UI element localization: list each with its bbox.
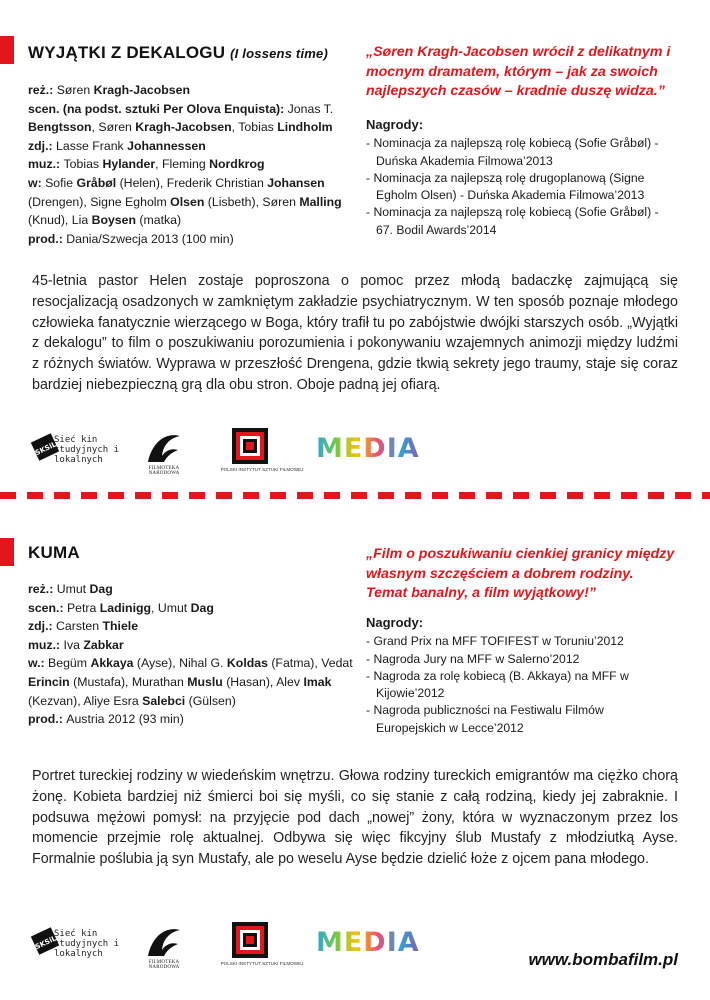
credit-line (28, 100, 368, 137)
credit-line (28, 654, 368, 710)
credit-line (28, 599, 368, 618)
credit-text: Sofie (45, 175, 77, 190)
credit-text: (Drengen), Signe Egholm (28, 194, 171, 209)
filmoteka-text: FILMOTEKA NARODOWA (148, 466, 180, 476)
siec-kin-text: Sieć kin studyjnych i lokalnych (54, 435, 120, 465)
credit-line (28, 174, 368, 230)
review-quote: „Film o poszukiwaniu cienkiej granicy między własnym szczęściem a dobrem rodziny. Temat banalny, a film wyjątkowy!” (366, 546, 675, 601)
credit-bold: Salebci (142, 693, 186, 708)
credit-text: (matka) (136, 213, 182, 228)
credit-text: Iva (63, 637, 84, 652)
film-credits (28, 81, 368, 248)
credit-bold: muz.: (28, 157, 64, 172)
credit-text: , Umut (151, 600, 191, 615)
credit-bold: Dag (89, 582, 113, 596)
credit-text: (Fatma), Vedat (267, 656, 353, 671)
credit-line (28, 155, 368, 174)
credit-bold: w.: (28, 656, 49, 671)
award-item: - Nominacja za najlepszą rolę kobiecą (Sofie Gråbøl) - Duńska Akademia Filmowa’2013 (366, 136, 659, 168)
credit-text: (Hasan), Alev (222, 674, 304, 689)
award-item: - Nominacja za najlepszą rolę kobiecą (Sofie Gråbøl) - 67. Bodil Awards’2014 (366, 205, 659, 237)
film-title-text: WYJĄTKI Z DEKALOGU (28, 43, 226, 62)
credit-bold: Nordkrog (209, 157, 265, 172)
credit-bold: Olsen (170, 194, 205, 209)
credit-text: Carsten (56, 619, 103, 634)
credit-text: (Lisbeth), Søren (204, 194, 300, 209)
credit-bold: Gråbøl (76, 175, 117, 190)
credit-text: (Gülsen) (185, 693, 236, 708)
credit-line (28, 580, 368, 599)
credit-bold: muz.: (28, 637, 64, 652)
credit-text: (Kezvan), Aliye Esra (28, 693, 143, 708)
award-item: - Nominacja za najlepszą rolę drugoplanową (Signe Egholm Olsen) - Duńska Akademia Filmowa’2013 (366, 170, 645, 203)
credit-line (28, 617, 368, 636)
credit-text: Tobias (63, 157, 103, 172)
credit-text: , Tobias (231, 120, 278, 135)
film-synopsis: Portret tureckiej rodziny w wiedeńskim wnętrzu. Głowa rodziny tureckich emigrantów ma ciężko chorą żonę. Kobieta bardziej niż śmierci boi się myśli, co się stanie z całą rodziną, kiedy jej zabraknie. I podsuwa mężowi pomysł: na przyjęcie pod dach „nowej” żony, która w wyznaczonym przez los momencie przejmie rolę aktualnej. Odbywa się więc fikcyjny ślub Mustafy z młodziutką Ayse. Formalnie poślubia ją syn Mustafy, ale po weselu Ayse będzie dzielić łoże z ojcem pana młodego. (32, 768, 678, 868)
credit-text: (Helen), Frederik Christian (116, 175, 268, 190)
film-title (28, 543, 80, 563)
credit-bold: Erincin (28, 674, 70, 689)
film-title-text: KUMA (28, 543, 80, 562)
section-marker (0, 36, 14, 64)
logo-siec-kin (30, 427, 122, 473)
logo-filmoteka-narodowa (136, 428, 192, 476)
credit-bold: Kragh-Jacobsen (135, 120, 232, 135)
dashed-divider (0, 492, 710, 499)
credit-bold: Thiele (102, 619, 139, 634)
credit-bold: reż.: (28, 83, 57, 97)
credit-text: , Søren (91, 120, 136, 135)
credit-bold: scen.: (28, 600, 67, 615)
credit-line (28, 636, 368, 655)
credit-bold: Johannessen (127, 138, 206, 153)
credit-bold: prod.: (28, 712, 67, 727)
filmoteka-text: FILMOTEKA NARODOWA (148, 960, 180, 970)
credit-text: Jonas T. (287, 101, 334, 116)
awards-list (366, 116, 666, 239)
awards-heading: Nagrody: (366, 117, 424, 132)
credit-bold: Kragh-Jacobsen (93, 83, 190, 97)
website-link[interactable]: www.bombafilm.pl (528, 950, 678, 969)
awards-list (366, 614, 666, 737)
credit-bold: Dag (190, 600, 214, 615)
credit-bold: Bengtsson (28, 120, 92, 135)
credit-text: Lasse Frank (56, 138, 128, 153)
credit-bold: Johansen (267, 175, 325, 190)
logo-pisf (214, 426, 310, 476)
credit-bold: Ladinigg (99, 600, 152, 615)
credit-bold: Zabkar (83, 637, 124, 652)
credit-text: Umut (56, 582, 90, 596)
film-original-title: (I lossens time) (230, 46, 328, 61)
film-title (28, 43, 328, 63)
film-credits (28, 580, 368, 729)
media-text: MEDIA (316, 433, 420, 464)
credit-bold: Hylander (102, 157, 156, 172)
award-item: - Nagroda Jury na MFF w Salerno’2012 (366, 651, 580, 666)
section-marker (0, 538, 14, 566)
pisf-text: POLSKI INSTYTUT SZTUKI FILMOWEJ (220, 961, 304, 966)
credit-text: Austria 2012 (93 min) (66, 712, 184, 727)
credit-text: Petra (66, 600, 100, 615)
credit-bold: zdj.: (28, 619, 57, 634)
credit-bold: Lindholm (277, 120, 333, 135)
credit-bold: Akkaya (90, 656, 134, 671)
media-text: MEDIA (316, 927, 420, 958)
credit-text: Dania/Szwecja 2013 (100 min) (66, 231, 234, 246)
award-item: - Nagroda publiczności na Festiwalu Filmów Europejskich w Lecce’2012 (366, 703, 604, 735)
credit-bold: Imak (303, 674, 332, 689)
credit-bold: Muslu (187, 674, 223, 689)
siec-kin-text: Sieć kin studyjnych i lokalnych (54, 929, 120, 959)
credit-bold: Boysen (91, 213, 136, 228)
siec-kin-badge: SKSiL (34, 934, 58, 952)
credit-bold: w: (28, 175, 46, 190)
credit-text: (Mustafa), Murathan (69, 674, 188, 689)
credit-bold: reż.: (28, 582, 57, 596)
logo-media (316, 433, 420, 464)
credit-line (28, 81, 368, 100)
logo-pisf (214, 920, 310, 970)
credit-text: Begüm (48, 656, 91, 671)
credit-bold: Koldas (226, 656, 268, 671)
logo-siec-kin (30, 921, 122, 967)
award-item: - Grand Prix na MFF TOFIFEST w Toruniu’2012 (366, 634, 624, 649)
logo-filmoteka-narodowa (136, 922, 192, 970)
credit-bold: prod.: (28, 231, 67, 246)
credit-line (28, 137, 368, 156)
siec-kin-badge: SKSiL (34, 440, 58, 458)
credit-text: Søren (56, 83, 94, 97)
credit-text: (Knud), Lia (28, 213, 92, 228)
credit-bold: zdj.: (28, 138, 57, 153)
credit-line (28, 710, 368, 729)
awards-heading: Nagrody: (366, 615, 424, 630)
pisf-text: POLSKI INSTYTUT SZTUKI FILMOWEJ (220, 467, 304, 472)
credit-text: , Fleming (155, 157, 210, 172)
credit-line (28, 230, 368, 249)
credit-bold: scen. (na podst. sztuki Per Olova Enquista): (28, 101, 288, 116)
film-synopsis: 45-letnia pastor Helen zostaje poproszona o pomoc przez młodą badaczkę zajmującą się resocjalizacją osadzonych w zamkniętym zakładzie psychiatrycznym. W ten sposób poznaje młodego człowieka fanatycznie wierzącego w Boga, który trafił tu po zabójstwie dwójki starszych osób. „Wyjątki z dekalogu” to film o poszukiwaniu porozumienia i pokonywaniu wzajemnych animozji między ludźmi z różnych światów. Wyprawa w przeszłość Drengena, gdzie tkwią sekrety jego traumy, staje się coraz bardziej niebezpieczną grą dla obu stron. Oboje padną jej ofiarą. (32, 273, 678, 393)
review-quote: „Søren Kragh-Jacobsen wrócił z delikatnym i mocnym dramatem, którym – jak za swoich najlepszych czasów – kradnie duszę widza.” (366, 44, 671, 99)
logo-media (316, 927, 420, 958)
credit-bold: Malling (299, 194, 342, 209)
credit-text: (Ayse), Nihal G. (133, 656, 227, 671)
award-item: - Nagroda za rolę kobiecą (B. Akkaya) na MFF w Kijowie’2012 (366, 668, 629, 701)
